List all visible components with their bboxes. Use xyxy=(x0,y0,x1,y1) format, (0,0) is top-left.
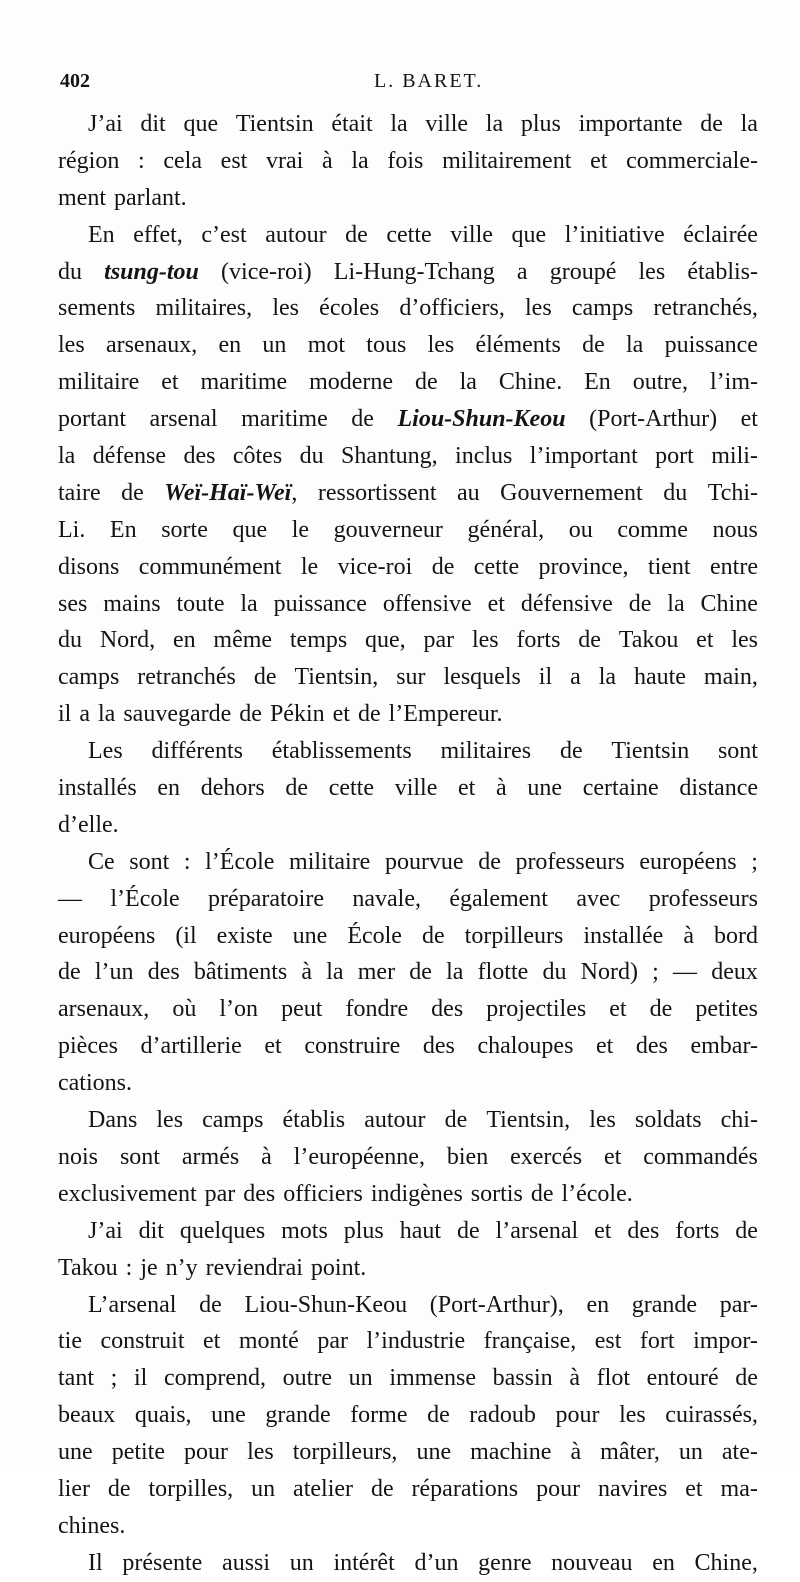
text-line: militaire et maritime moderne de la Chine. En outre, l’im- xyxy=(58,369,758,396)
text-line: cations. xyxy=(58,1070,132,1097)
text-line: européens (il existe une École de torpilleurs installée à bord xyxy=(58,922,758,949)
text-line: lier de torpilles, un atelier de réparations pour navires et ma- xyxy=(58,1475,758,1502)
text-line: J’ai dit que Tientsin était la ville la plus importante de la xyxy=(88,111,758,137)
page-header xyxy=(58,66,758,96)
text-line: sements militaires, les écoles d’officiers, les camps retranchés, xyxy=(58,295,758,322)
text-line: Les différents établissements militaires de Tientsin sont xyxy=(88,738,758,765)
text-line: chines. xyxy=(58,1512,126,1539)
text-line: J’ai dit quelques mots plus haut de l’arsenal et des forts de xyxy=(88,1217,758,1244)
text-line: du tsung-tou (vice-roi) Li-Hung-Tchang a groupé les établis- xyxy=(58,258,758,285)
text-line: nois sont armés à l’européenne, bien exercés et commandés xyxy=(58,1143,758,1170)
text-line: Dans les camps établis autour de Tientsin, les soldats chi- xyxy=(88,1107,758,1134)
text-line: Ce sont : l’École militaire pourvue de professeurs européens ; xyxy=(88,848,758,875)
text-line: région : cela est vrai à la fois militairement et commerciale- xyxy=(58,147,758,174)
text-line: taire de Weï-Haï-Weï, ressortissent au Gouvernement du Tchi- xyxy=(58,479,758,506)
text-line: du Nord, en même temps que, par les forts de Takou et les xyxy=(58,627,758,654)
text-line: Il présente aussi un intérêt d’un genre nouveau en Chine, xyxy=(88,1549,758,1576)
text-line: Li. En sorte que le gouverneur général, ou comme nous xyxy=(58,516,758,543)
text-line: il a la sauvegarde de Pékin et de l’Empereur. xyxy=(58,701,503,728)
text-line: installés en dehors de cette ville et à une certaine distance xyxy=(58,775,758,802)
text-line: une petite pour les torpilleurs, une machine à mâter, un ate- xyxy=(58,1439,758,1466)
text-line: de l’un des bâtiments à la mer de la flotte du Nord) ; — deux xyxy=(58,959,758,986)
text-line: ses mains toute la puissance offensive et défensive de la Chine xyxy=(58,590,758,617)
text-line: camps retranchés de Tientsin, sur lesquels il a la haute main, xyxy=(58,664,758,691)
text-line: ment parlant. xyxy=(58,184,187,211)
text-line: tie construit et monté par l’industrie française, est fort impor- xyxy=(58,1328,758,1355)
text-line: L’arsenal de Liou-Shun-Keou (Port-Arthur), en grande par- xyxy=(88,1291,758,1318)
text-line: pièces d’artillerie et construire des chaloupes et des embar- xyxy=(58,1033,758,1060)
body-text xyxy=(58,106,758,1582)
text-line: beaux quais, une grande forme de radoub pour les cuirassés, xyxy=(58,1402,758,1429)
page-number: 402 xyxy=(60,70,90,92)
text-line: Takou : je n’y reviendrai point. xyxy=(58,1254,367,1281)
text-line: d’elle. xyxy=(58,811,119,838)
text-line: — l’École préparatoire navale, également avec professeurs xyxy=(58,885,758,912)
text-line: arsenaux, où l’on peut fondre des projectiles et de petites xyxy=(58,996,758,1023)
running-head: L. BARET. xyxy=(374,70,484,92)
text-line: portant arsenal maritime de Liou-Shun-Keou (Port-Arthur) et xyxy=(58,406,758,433)
text-line: En effet, c’est autour de cette ville que l’initiative éclairée xyxy=(88,221,758,248)
text-line: la défense des côtes du Shantung, inclus l’important port mili- xyxy=(58,443,758,470)
text-line: disons communément le vice-roi de cette province, tient entre xyxy=(58,553,758,580)
text-line: tant ; il comprend, outre un immense bassin à flot entouré de xyxy=(58,1365,758,1392)
text-line: les arsenaux, en un mot tous les éléments de la puissance xyxy=(58,332,758,359)
text-line: exclusivement par des officiers indigènes sortis de l’école. xyxy=(58,1180,633,1207)
